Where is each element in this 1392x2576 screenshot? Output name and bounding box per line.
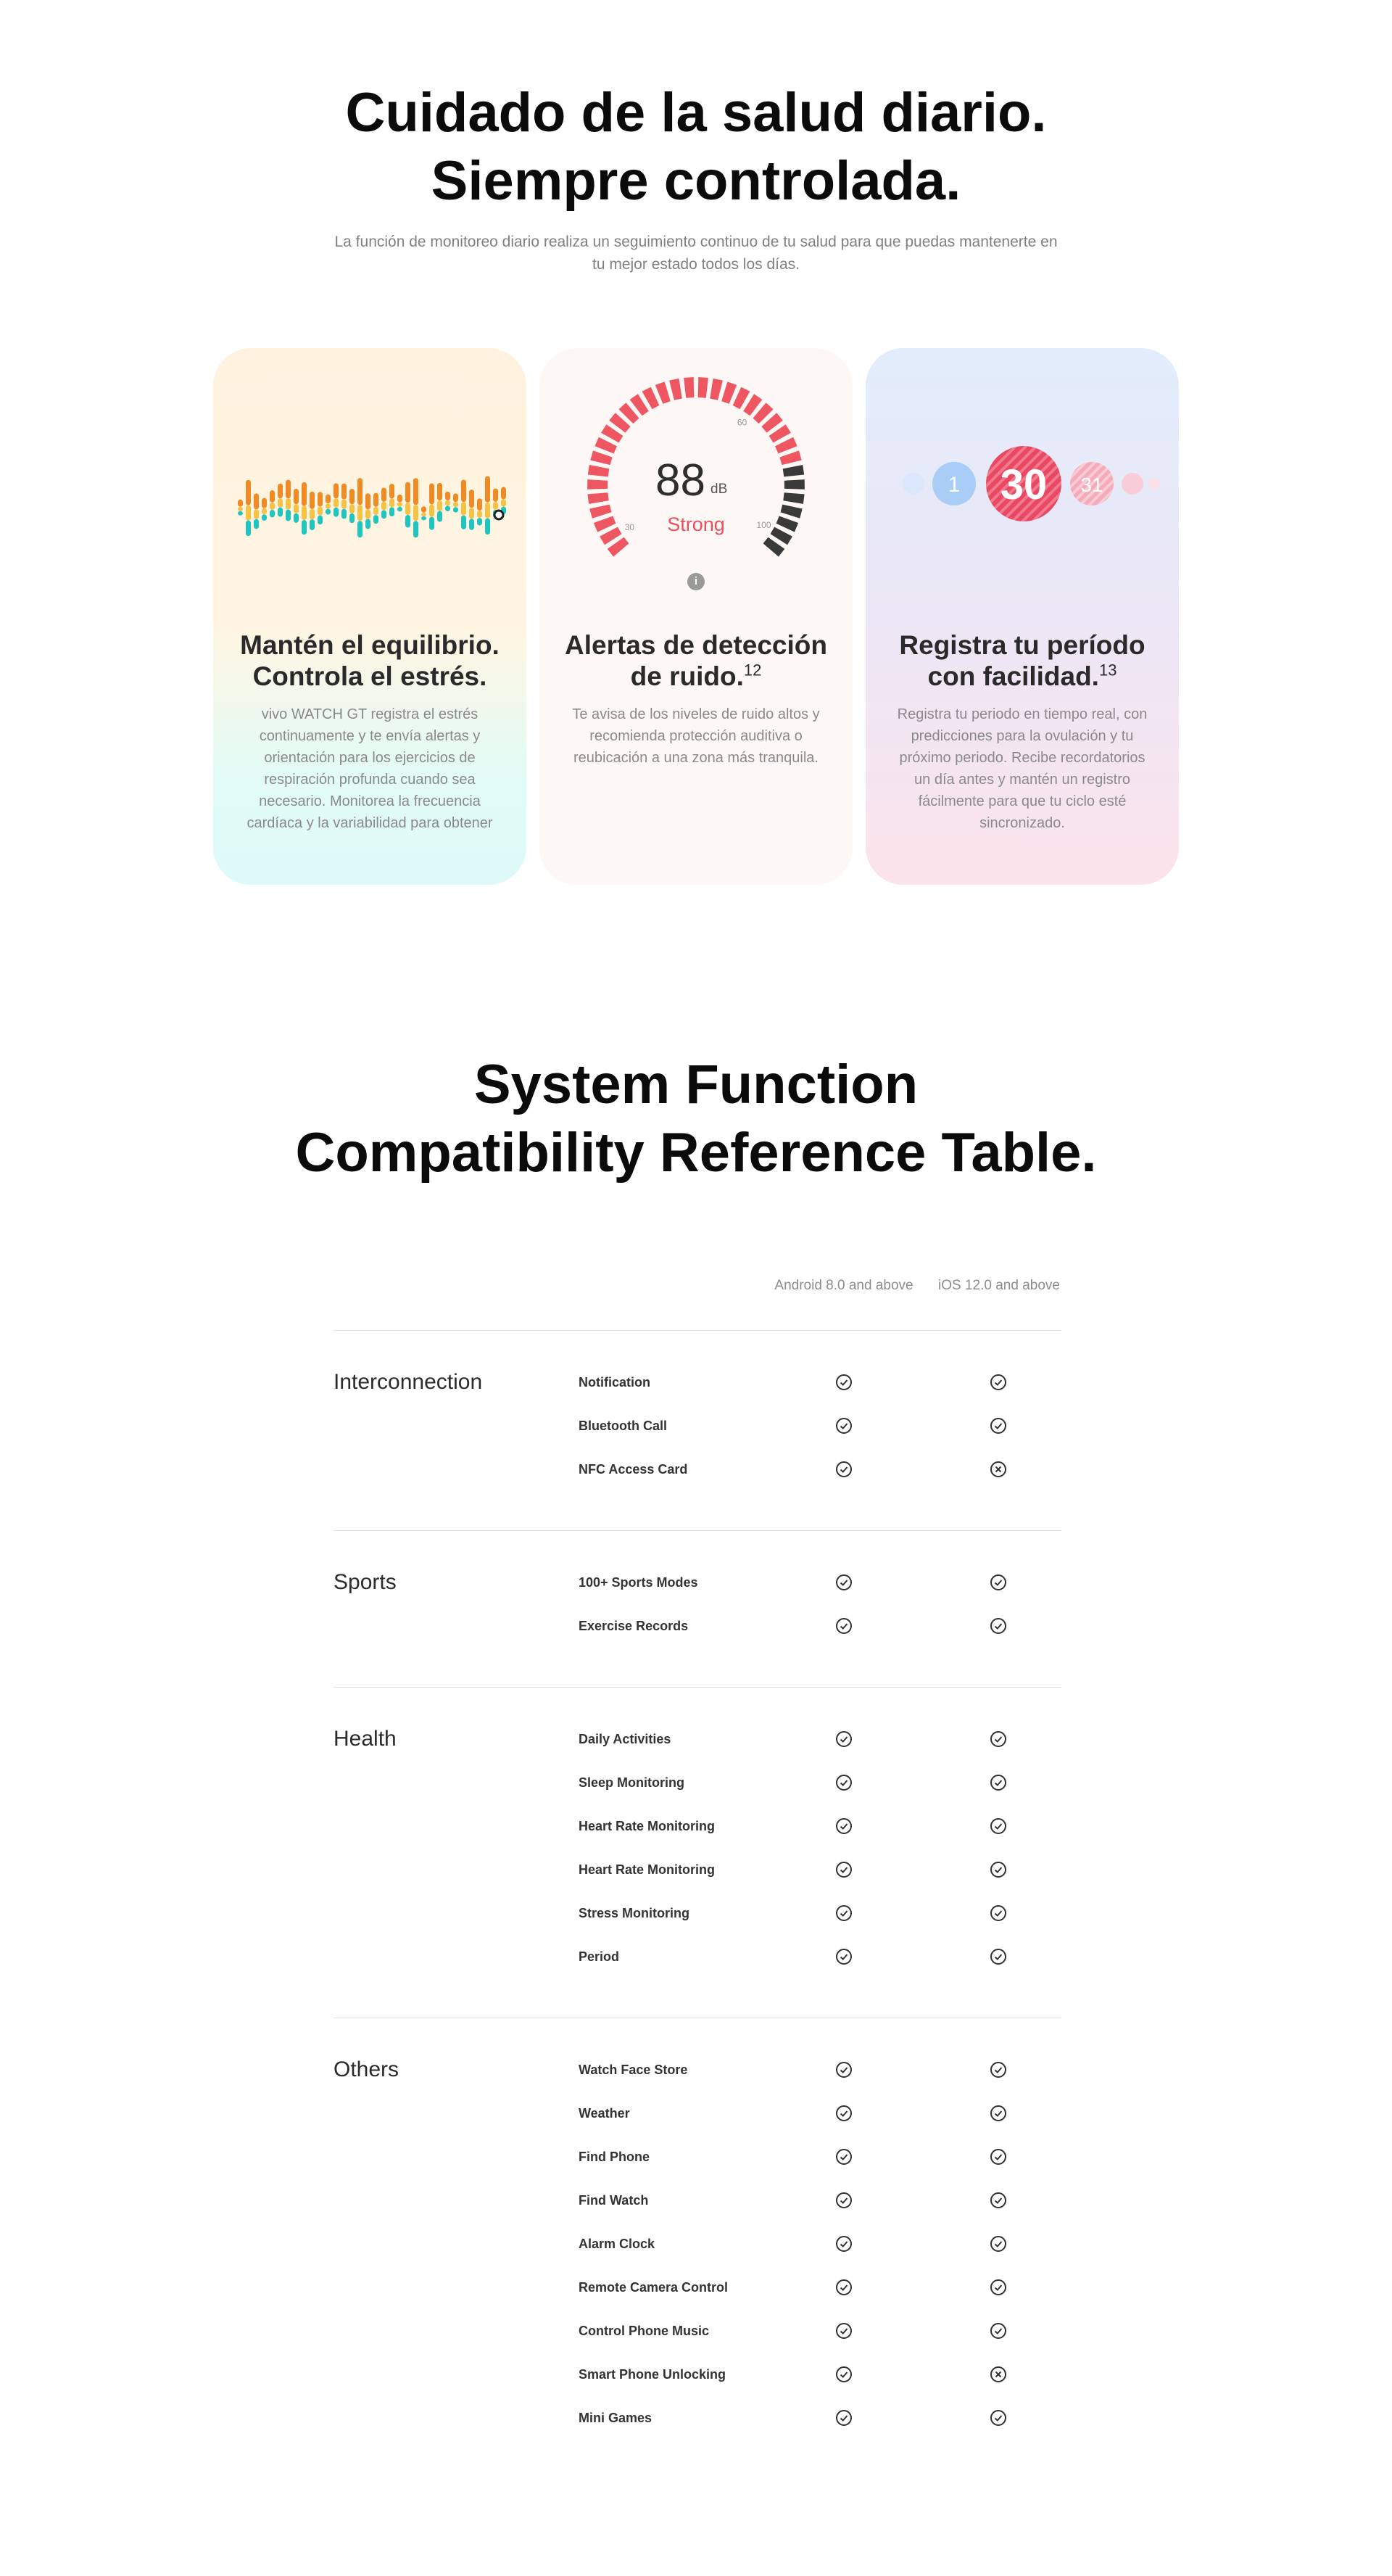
stress-bar-segment <box>501 487 506 499</box>
day-prev: 1 <box>948 473 961 497</box>
check-circle-icon <box>836 1461 852 1477</box>
stress-card-title <box>228 629 512 692</box>
stress-bar-segment <box>493 489 498 502</box>
health-title-line2: Siempre controlada. <box>431 150 961 212</box>
check-circle-icon <box>990 2149 1006 2165</box>
gauge-segment <box>655 381 671 404</box>
check-circle-icon <box>836 1949 852 1965</box>
stress-bar-segment <box>302 505 307 520</box>
stress-bar-segment <box>365 509 370 519</box>
period-body-line: un día antes y mantén un registro <box>914 772 1130 788</box>
gauge-segment <box>779 450 801 465</box>
period-card-body <box>890 703 1154 834</box>
compat-title-line1: System Function <box>473 1054 919 1115</box>
check-circle-icon <box>836 1905 852 1921</box>
feature-name: Daily Activities <box>579 1732 671 1746</box>
stress-bar-segment <box>365 519 370 529</box>
gauge-segment <box>669 379 682 400</box>
group-divider <box>334 1530 1061 1531</box>
check-circle-icon <box>836 1775 852 1791</box>
noise-card-title <box>554 629 838 692</box>
stress-bar-segment <box>461 480 466 503</box>
stress-bar-segment <box>294 513 299 523</box>
health-intro-line2: tu mejor estado todos los días. <box>592 256 800 273</box>
feature-name: Heart Rate Monitoring <box>579 1819 716 1833</box>
gauge-segment <box>698 377 708 398</box>
stress-bar-segment <box>326 495 331 504</box>
gauge-segment <box>784 479 805 490</box>
stress-bar-segment <box>453 493 458 502</box>
feature-name: NFC Access Card <box>579 1462 688 1477</box>
check-circle-icon <box>990 2410 1006 2426</box>
stress-bar-segment <box>365 493 370 509</box>
period-calendar-illustration <box>866 348 1179 609</box>
stress-bar-segment <box>278 508 283 517</box>
stress-bar-segment <box>389 508 394 517</box>
check-circle-icon <box>990 1905 1006 1921</box>
period-title-line2: con facilidad. <box>927 661 1099 691</box>
stress-bar-segment <box>373 493 378 507</box>
stress-bar-segment <box>477 511 482 518</box>
feature-name: Heart Rate Monitoring <box>579 1862 716 1877</box>
stress-bar-segment <box>238 500 243 507</box>
stress-bar-segment <box>485 519 490 535</box>
check-circle-icon <box>836 2279 852 2295</box>
period-card-title <box>880 629 1164 692</box>
health-title-line1: Cuidado de la salud diario. <box>345 82 1047 144</box>
stress-bar-segment <box>381 510 386 519</box>
stress-bar-segment <box>262 498 267 508</box>
stress-bar-segment <box>294 489 299 504</box>
stress-bar-segment <box>238 511 243 516</box>
check-circle-icon <box>836 1731 852 1747</box>
stress-bar-segment <box>461 502 466 515</box>
gauge-tick-label: 100 <box>756 520 771 530</box>
day-bubble-faded-next <box>1122 473 1143 495</box>
day-bubble-faded-far <box>1148 478 1160 490</box>
stress-bar-segment <box>429 484 434 505</box>
health-intro <box>0 231 1392 276</box>
stress-bar-segment <box>389 498 394 507</box>
feature-name: Sleep Monitoring <box>579 1775 684 1790</box>
stress-bar-segment <box>334 483 339 498</box>
category-label: Others <box>334 2057 399 2081</box>
gauge-segment <box>684 377 694 398</box>
feature-name: Remote Camera Control <box>579 2280 729 2295</box>
check-circle-icon <box>836 1862 852 1878</box>
stress-bar-segment <box>334 498 339 507</box>
check-circle-icon <box>990 1775 1006 1791</box>
stress-bar-segment <box>445 500 450 505</box>
feature-name: Bluetooth Call <box>579 1419 667 1433</box>
gauge-segment <box>721 381 737 404</box>
stress-bar-segment <box>246 480 251 505</box>
stress-bar-segment <box>405 503 410 515</box>
stress-bar-segment <box>445 492 450 500</box>
stress-body-line: necesario. Monitorea la frecuencia <box>259 793 481 809</box>
feature-name: Watch Face Store <box>579 2063 688 2077</box>
period-body-line: próximo periodo. Recibe recordatorios <box>899 750 1146 766</box>
stress-bar-segment <box>421 516 426 520</box>
check-circle-icon <box>990 2105 1006 2121</box>
stress-bar-segment <box>326 509 331 515</box>
stress-bar-segment <box>254 519 259 529</box>
group-divider <box>334 1687 1061 1688</box>
gauge-segment <box>783 492 804 504</box>
column-header-android: Android 8.0 and above <box>774 1278 914 1293</box>
period-body-line: fácilmente para que tu ciclo esté <box>918 793 1127 809</box>
stress-bar-segment <box>429 517 434 530</box>
stress-bar-segment <box>294 504 299 513</box>
feature-name: Notification <box>579 1375 650 1390</box>
check-circle-icon <box>990 2279 1006 2295</box>
check-circle-icon <box>836 1374 852 1390</box>
column-header-ios: iOS 12.0 and above <box>938 1278 1060 1293</box>
period-title-line1: Registra tu período <box>899 630 1146 660</box>
stress-bar-segment <box>349 504 355 513</box>
stress-bar-segment <box>310 519 315 530</box>
feature-name: Period <box>579 1949 620 1964</box>
check-circle-icon <box>990 1818 1006 1834</box>
noise-card <box>539 348 853 885</box>
category-label: Health <box>334 1727 397 1751</box>
gauge-segment <box>710 379 723 400</box>
stress-bar-segment <box>357 521 362 537</box>
stress-bar-segment <box>493 502 498 510</box>
stress-bar-segment <box>421 506 426 513</box>
feature-name: Find Watch <box>579 2193 649 2208</box>
stress-bar-segment <box>341 484 347 500</box>
gauge-segment <box>588 465 610 476</box>
stress-bar-segment <box>413 505 418 521</box>
check-circle-icon <box>990 2192 1006 2208</box>
stress-bar-segment <box>341 500 347 509</box>
stress-bar-segment <box>349 489 355 504</box>
stress-bar-segment <box>341 509 347 519</box>
check-circle-icon <box>990 1731 1006 1747</box>
stress-bar-segment <box>477 518 482 525</box>
stress-bar-segment <box>246 505 251 521</box>
stress-body-line: vivo WATCH GT registra el estrés <box>261 706 478 722</box>
check-circle-icon <box>836 2062 852 2078</box>
gauge-tick-label: 30 <box>624 522 635 533</box>
gauge-segment <box>587 492 608 504</box>
stress-bars-illustration <box>213 348 526 609</box>
stress-body-line: continuamente y te envía alertas y <box>259 728 481 744</box>
stress-bar-segment <box>469 508 474 519</box>
stress-bar-segment <box>278 498 283 507</box>
stress-bar-segment <box>286 480 291 499</box>
stress-bar-segment <box>421 513 426 516</box>
check-circle-icon <box>836 1818 852 1834</box>
stress-body-line: cardíaca y la variabilidad para obtener <box>246 815 493 831</box>
category-label: Interconnection <box>334 1370 483 1394</box>
stress-bar-segment <box>310 492 315 509</box>
noise-body-line: reubicación a una zona más tranquila. <box>573 750 819 766</box>
stress-bar-segment <box>413 521 418 537</box>
stress-bar-segment <box>238 507 243 511</box>
period-footnote: 13 <box>1098 661 1117 680</box>
stress-bar-segment <box>262 514 267 521</box>
feature-name: 100+ Sports Modes <box>579 1575 698 1590</box>
stress-title-line2: Controla el estrés. <box>252 661 487 691</box>
check-circle-icon <box>990 1574 1006 1590</box>
check-circle-icon <box>990 1862 1006 1878</box>
feature-name: Alarm Clock <box>579 2237 655 2251</box>
stress-bar-segment <box>270 510 275 517</box>
check-circle-icon <box>990 1418 1006 1434</box>
stress-bar-segment <box>286 510 291 521</box>
stress-bar-segment <box>381 502 386 511</box>
stress-bar-segment <box>318 507 323 516</box>
feature-name: Control Phone Music <box>579 2324 709 2338</box>
stress-bar-segment <box>254 509 259 519</box>
check-circle-icon <box>990 2062 1006 2078</box>
gauge-level: Strong <box>667 513 725 535</box>
feature-name: Mini Games <box>579 2411 652 2425</box>
stress-bar-segment <box>397 495 402 503</box>
feature-name: Stress Monitoring <box>579 1906 690 1920</box>
stress-bar-segment <box>405 515 410 528</box>
stress-bar-segment <box>437 511 442 522</box>
feature-name: Find Phone <box>579 2150 650 2164</box>
stress-bar-segment <box>397 507 402 512</box>
check-circle-icon <box>990 1374 1006 1390</box>
stress-body-line: orientación para los ejercicios de <box>264 750 476 766</box>
stress-bar-segment <box>357 478 362 505</box>
stress-bar-segment <box>437 500 442 511</box>
check-circle-icon <box>990 2236 1006 2252</box>
stress-bar-segment <box>445 505 450 511</box>
check-circle-icon <box>836 1574 852 1590</box>
stress-bar-segment <box>302 482 307 506</box>
check-circle-icon <box>836 2366 852 2382</box>
cross-circle-icon <box>990 2366 1006 2382</box>
stress-bar-segment <box>405 482 410 503</box>
gauge-segment <box>587 479 608 490</box>
stress-bar-segment <box>373 507 378 515</box>
check-circle-icon <box>836 2149 852 2165</box>
gauge-value: 88 <box>655 455 705 505</box>
stress-bar-segment <box>254 493 259 509</box>
stress-bar-segment <box>477 498 482 511</box>
stress-indicator-dot <box>494 511 503 519</box>
compat-title-line2: Compatibility Reference Table. <box>295 1122 1097 1184</box>
gauge-unit: dB <box>710 482 728 497</box>
gauge-segment <box>783 465 805 476</box>
noise-body-line: Te avisa de los niveles de ruido altos y <box>572 706 820 722</box>
stress-bar-segment <box>349 513 355 523</box>
cross-circle-icon <box>990 1461 1006 1477</box>
period-card <box>866 348 1179 885</box>
stress-bar-segment <box>310 509 315 519</box>
table-header-divider <box>334 1330 1061 1331</box>
gauge-tick-label: 60 <box>737 417 747 428</box>
period-body-line: Registra tu periodo en tiempo real, con <box>897 706 1148 722</box>
stress-bar-segment <box>373 515 378 524</box>
stress-bar-segment <box>429 504 434 516</box>
noise-card-body <box>564 703 828 769</box>
stress-bar-segment <box>318 516 323 525</box>
stress-title-line1: Mantén el equilibrio. <box>240 630 500 660</box>
stress-bar-segment <box>501 499 506 506</box>
check-circle-icon <box>836 1618 852 1634</box>
stress-card <box>213 348 526 885</box>
stress-bar-segment <box>270 503 275 510</box>
noise-title-line1: Alertas de detección <box>565 630 827 660</box>
stress-bar-segment <box>485 476 490 503</box>
stress-bar-segment <box>246 521 251 537</box>
check-circle-icon <box>990 1618 1006 1634</box>
stress-bar-segment <box>318 492 323 506</box>
period-body-line: predicciones para la ovulación y tu <box>911 728 1134 744</box>
check-circle-icon <box>836 1418 852 1434</box>
stress-body-line: respiración profunda cuando sea <box>264 772 476 788</box>
check-circle-icon <box>836 2236 852 2252</box>
check-circle-icon <box>990 1949 1006 1965</box>
feature-name: Exercise Records <box>579 1619 689 1633</box>
feature-name: Smart Phone Unlocking <box>579 2367 726 2382</box>
stress-bar-segment <box>437 483 442 500</box>
noise-footnote: 12 <box>743 661 762 680</box>
stress-bar-segment <box>453 507 458 512</box>
check-circle-icon <box>836 2192 852 2208</box>
category-label: Sports <box>334 1570 397 1594</box>
stress-bar-segment <box>278 484 283 499</box>
stress-bar-segment <box>381 488 386 502</box>
noise-title-line2: de ruido. <box>630 661 744 691</box>
stress-bar-segment <box>469 490 474 508</box>
stress-bar-segment <box>461 516 466 529</box>
health-intro-line1: La función de monitoreo diario realiza un seguimiento continuo de tu salud para que puedas mantenerte en <box>334 234 1058 250</box>
stress-card-body <box>238 703 502 834</box>
stress-bar-segment <box>286 498 291 509</box>
stress-bar-segment <box>469 519 474 530</box>
period-body-line: sincronizado. <box>979 815 1065 831</box>
stress-bar-segment <box>413 478 418 505</box>
check-circle-icon <box>836 2410 852 2426</box>
check-circle-icon <box>836 2323 852 2339</box>
stress-bar-segment <box>485 503 490 519</box>
stress-bar-segment <box>270 490 275 503</box>
stress-bar-segment <box>357 505 362 521</box>
stress-bar-segment <box>302 520 307 534</box>
info-icon[interactable]: i <box>687 573 705 590</box>
feature-name: Weather <box>579 2106 630 2121</box>
stress-bar-segment <box>397 502 402 506</box>
day-current: 30 <box>1000 461 1048 508</box>
noise-body-line: recomienda protección auditiva o <box>589 728 803 744</box>
stress-bar-segment <box>389 484 394 498</box>
stress-bar-segment <box>326 503 331 509</box>
check-circle-icon <box>990 2323 1006 2339</box>
check-circle-icon <box>836 2105 852 2121</box>
day-next: 31 <box>1080 474 1103 496</box>
day-bubble-faded <box>903 473 924 495</box>
stress-bar-segment <box>262 508 267 514</box>
gauge-segment <box>590 450 612 465</box>
stress-bar-segment <box>334 508 339 517</box>
stress-bar-segment <box>453 502 458 507</box>
